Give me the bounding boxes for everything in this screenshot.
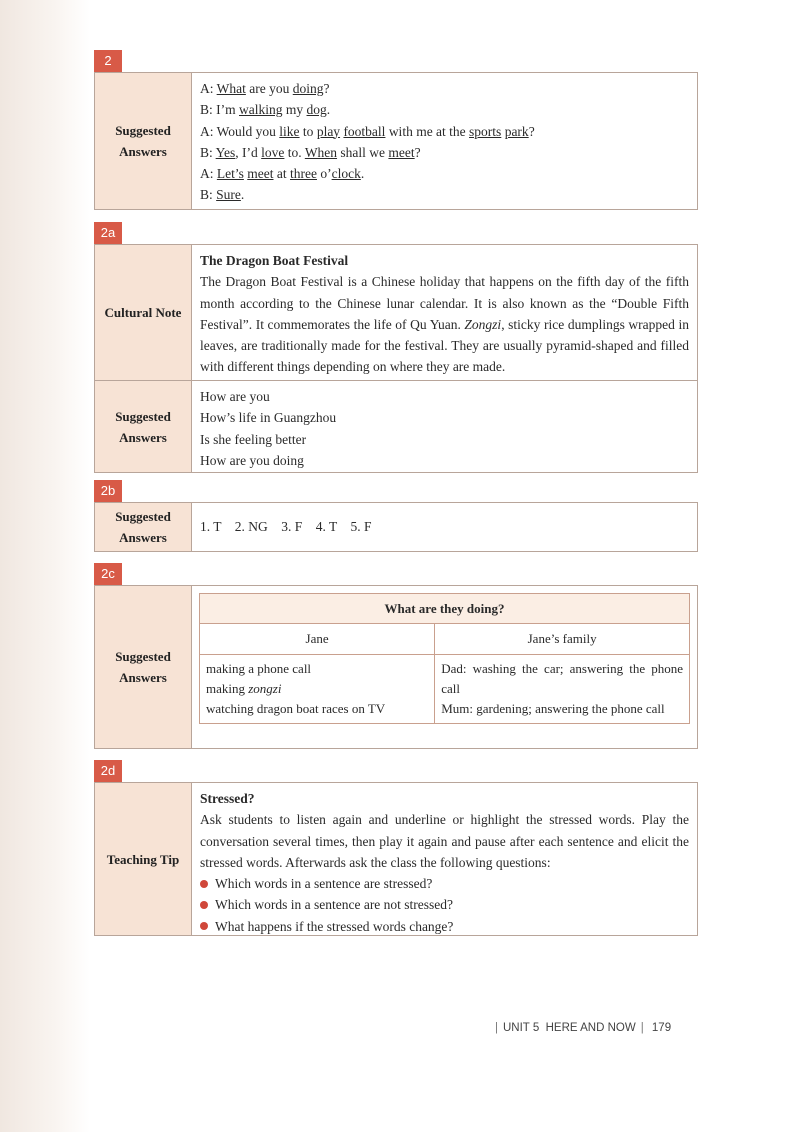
section-tab: 2 — [94, 50, 122, 72]
stressed-word: love — [261, 144, 285, 160]
stressed-word: Yes — [215, 144, 236, 160]
section-2c — [94, 563, 698, 749]
answer-row — [94, 585, 698, 749]
stressed-word: Let’s — [216, 166, 244, 182]
answer-text: 1. T 2. NG 3. F 4. T 5. F — [200, 519, 372, 535]
page-number: 179 — [651, 1022, 672, 1034]
note-text-part: , sticky rice dumplings wrapped in leaves, are traditionally made for the festival. They are usually pyramid-shaped and filled with different things depending on where they are made. — [200, 316, 689, 375]
stressed-word: football — [343, 123, 386, 139]
table-column-header: Jane — [200, 624, 435, 654]
teaching-tip-content — [192, 783, 697, 935]
stressed-word: three — [290, 166, 317, 182]
section-2b — [94, 480, 698, 552]
answer-row — [94, 72, 698, 210]
footer-unit: UNIT 5 — [503, 1022, 540, 1034]
answer-line: How’s life in Guangzhou — [200, 410, 337, 426]
text-segment: . — [240, 187, 245, 203]
text-segment: . — [360, 166, 365, 182]
text-segment: B: I’m — [200, 102, 239, 118]
row-label: Suggested Answers — [95, 503, 192, 551]
text-segment: at — [273, 166, 290, 182]
bullet-text: Which words in a sentence are not stressed? — [215, 897, 454, 913]
text-segment: my — [282, 102, 307, 118]
section-2d — [94, 760, 698, 936]
stressed-word: dog — [306, 102, 327, 118]
row-label: Suggested Answers — [95, 73, 192, 209]
text-segment: watching dragon boat races on TV — [206, 700, 386, 716]
answer-line: How are you doing — [200, 452, 304, 468]
text-segment: A: Would you — [200, 123, 280, 139]
note-text-part: The Dragon Boat Festival is a Chinese holiday that happens on the fifth day of the fifth month according to the Chinese lunar calendar. It is also known as the “Double Fifth Festival”. It commemorates the life of Qu Yuan. — [200, 274, 689, 332]
section-2a — [94, 222, 698, 473]
text-segment: making a phone call — [206, 660, 312, 676]
answer-list — [192, 381, 697, 472]
footer-separator: | — [640, 1022, 644, 1034]
row-label: Teaching Tip — [95, 783, 192, 935]
jane-activity — [206, 679, 428, 699]
stressed-word: Sure — [216, 187, 241, 203]
stressed-word: When — [304, 144, 338, 160]
page-footer — [490, 1022, 700, 1034]
dialogue-line — [200, 121, 689, 142]
footer-title: HERE AND NOW — [545, 1022, 636, 1034]
table-column-header: Jane’s family — [435, 624, 690, 654]
section-tab: 2a — [94, 222, 122, 244]
section-tab: 2c — [94, 563, 122, 585]
stressed-word: clock — [331, 166, 361, 182]
bullet-text: What happens if the stressed words change? — [215, 918, 454, 934]
text-segment: making — [206, 680, 249, 696]
tip-title: Stressed? — [200, 791, 255, 806]
teaching-tip-row — [94, 782, 698, 936]
table-title: What are they doing? — [200, 594, 690, 624]
text-segment: to. — [284, 144, 305, 160]
stressed-word: like — [279, 123, 300, 139]
text-segment: . — [326, 102, 331, 118]
text-segment: o’ — [316, 166, 332, 182]
text-segment: A: — [200, 166, 217, 182]
text-segment: are you — [245, 81, 293, 96]
italic-term: zongzi — [248, 680, 282, 696]
dialogue-line — [200, 99, 689, 120]
text-segment: to — [299, 123, 317, 139]
text-segment: ? — [528, 123, 535, 139]
dialogue-lines — [192, 73, 697, 209]
bullet-item — [200, 894, 689, 915]
activity-table — [199, 593, 690, 724]
footer-separator: | — [495, 1022, 498, 1034]
dialogue-line — [200, 163, 689, 184]
jane-activity — [206, 699, 428, 719]
note-italic-term: Zongzi — [464, 316, 502, 332]
note-title: The Dragon Boat Festival — [200, 253, 349, 268]
text-segment: shall we — [337, 144, 389, 160]
dialogue-line — [200, 184, 689, 205]
text-segment: , I’d — [235, 144, 262, 160]
text-segment: ? — [323, 81, 330, 96]
dialogue-line — [200, 78, 689, 99]
bullet-item — [200, 873, 689, 894]
stressed-word: park — [504, 123, 529, 139]
row-label: Suggested Answers — [95, 381, 192, 472]
section-2 — [94, 50, 698, 210]
family-activities — [435, 654, 690, 723]
cultural-note-content — [192, 245, 697, 380]
answer-line: How are you — [200, 389, 270, 404]
cultural-note-row — [94, 244, 698, 381]
family-activity: Mum: gardening; answering the phone call — [441, 700, 665, 716]
stressed-word: doing — [292, 81, 324, 96]
stressed-word: play — [316, 123, 341, 139]
text-segment: B: — [200, 187, 217, 203]
jane-activity — [206, 659, 428, 679]
row-label: Cultural Note — [95, 245, 192, 380]
text-segment: ? — [414, 144, 421, 160]
jane-activities — [200, 654, 435, 723]
bullet-text: Which words in a sentence are stressed? — [215, 876, 433, 892]
answer-row — [94, 381, 698, 473]
answer-table-cell — [192, 586, 697, 748]
text-segment: A: — [200, 81, 217, 96]
row-label: Suggested Answers — [95, 586, 192, 748]
stressed-word: walking — [239, 102, 283, 118]
family-activity: Dad: washing the car; answering the phone call — [441, 660, 683, 696]
bullet-dot-icon — [200, 901, 208, 909]
stressed-word: meet — [247, 166, 274, 182]
page-edge-shadow — [0, 0, 90, 1132]
stressed-word: meet — [388, 144, 415, 160]
bullet-item — [200, 916, 689, 937]
section-tab: 2b — [94, 480, 122, 502]
dialogue-line — [200, 142, 689, 163]
answer-line: Is she feeling better — [200, 431, 307, 447]
tip-paragraph: Ask students to listen again and underline or highlight the stressed words. Play the conversation several times, then play it again and pause after each sentence and elicit the stressed words. Afterwards ask the class the following questions: — [200, 812, 689, 870]
text-segment: with me at the — [385, 123, 470, 139]
stressed-word: What — [216, 81, 246, 96]
text-segment: B: — [200, 144, 216, 160]
note-paragraph — [200, 271, 689, 377]
stressed-word: sports — [469, 123, 502, 139]
bullet-dot-icon — [200, 922, 208, 930]
answer-row — [94, 502, 698, 552]
section-tab: 2d — [94, 760, 122, 782]
bullet-dot-icon — [200, 880, 208, 888]
